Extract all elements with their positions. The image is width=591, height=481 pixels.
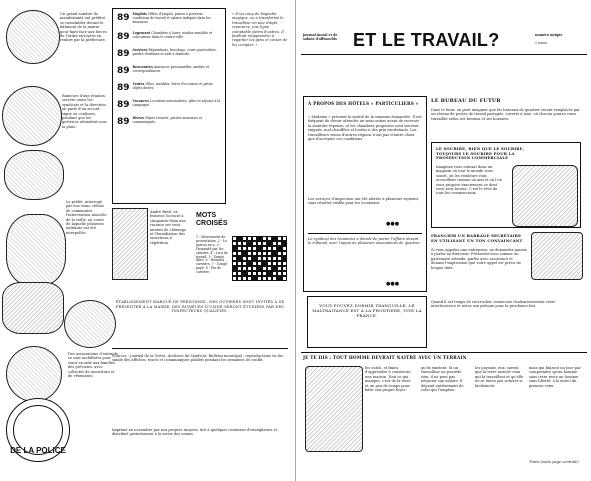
sidebar-quote bbox=[307, 296, 427, 348]
bottom-left-block bbox=[112, 300, 288, 314]
round-illustration-street bbox=[6, 214, 66, 286]
notice-body: Vélos, meubles, livres d'occasion et petits objets divers. bbox=[132, 81, 213, 90]
notice-head: Logement bbox=[132, 30, 151, 35]
crossword-grid bbox=[232, 236, 287, 281]
notice-number: 89 bbox=[117, 82, 130, 93]
notice-head: Divers bbox=[132, 115, 144, 120]
hotels-body-2: Les services d'inspection ont été alertés à plusieurs reprises, sans résultat visible pour les locataires. bbox=[308, 197, 420, 206]
crossword-clues: 1 - Mouvement de protestation. 2 - Le patron en a. 3 - Demandé par les salariés. 4 - Lieu de travail. 5 - Temps libre. 6 - Réunion ouvrière. 7 - Congé payé. 8 - Fin de carrière. bbox=[196, 235, 228, 275]
right-page bbox=[297, 0, 591, 481]
left-police-text: Le préfet, interrogé par nos soins, refuse de commenter l'intervention musclée de la veille, au cours de laquelle plusieurs militants ont été interpellés. bbox=[66, 200, 107, 235]
notice-item bbox=[117, 49, 221, 59]
bottom-article-rule bbox=[301, 352, 587, 353]
bureau-body: Dans le futur, on peut imaginer que les bureaux de quartier seront remplacés par un réseau de postes de travail partagés, ouverts à tous, où chacun pourra venir travailler selon ses besoins et ses horaires. bbox=[431, 108, 580, 121]
waitress-illustration bbox=[512, 165, 578, 227]
left-page bbox=[0, 0, 294, 481]
notice-item bbox=[117, 32, 221, 42]
left-intro-text: Un grand nombre de manifestants ont préféré se rassembler devant le bâtiment de la mairie, pour faire face aux forces de l'ordre envoyées en renfort par la préfecture. bbox=[60, 12, 107, 43]
sidebar-quote-text: VOUS POUVEZ DORMIR TRANQUILLE, LE MALTRAITANCE EST À LA FRONTIÈRE, VIVE LA FRANCE. bbox=[312, 303, 422, 319]
page-gutter bbox=[295, 0, 296, 481]
hotels-dots-2: ●●● bbox=[386, 281, 400, 287]
bottom-article-headline: JE TE DIS : TOUT HOMME DEVRAIT NAITRE AVEC UN TERRAIN bbox=[303, 355, 467, 360]
classifieds-list bbox=[117, 13, 221, 127]
notice-item bbox=[117, 13, 221, 25]
masthead-title: ET LE TRAVAIL? bbox=[353, 30, 500, 50]
notice-number: 89 bbox=[117, 13, 130, 23]
bottom-article-illustration bbox=[305, 366, 363, 452]
notice-body: Offres d'emploi, postes à pourvoir, conditions de travail et salaire indiqués dans les annonces. bbox=[132, 12, 211, 24]
bottom-article-col3: les paysans, eux, savent que la terre nourrit ceux qui la travaillent et qu'elle ne se laisse pas acheter si facilement. bbox=[475, 366, 524, 388]
notice-body: Locations saisonnières, gîtes et séjours à la campagne. bbox=[132, 98, 221, 107]
bottom-article-signature: Traits (suite page centrale) bbox=[529, 460, 579, 464]
notice-head: Rencontres bbox=[132, 64, 153, 69]
masthead-edition: numéro unique bbox=[535, 33, 563, 37]
notice-number: 89 bbox=[117, 65, 130, 76]
crossword-title: MOTS CROISÉS bbox=[196, 212, 228, 227]
hotels-aside: Le syndicat des locataires a décidé de porter l'affaire devant le tribunal, avec l'appui de plusieurs associations de quartier. bbox=[308, 237, 421, 246]
notice-body: Chambres à louer, studios meublés et colocations dans le centre-ville. bbox=[132, 30, 213, 39]
left-rumors-text: Rumeurs d'une réunion secrète entre les syndicats et la direction, on parle d'un accord signé en coulisses, pendant que les grévistes attendent sous la pluie. bbox=[62, 94, 107, 129]
barrage-footnote: Quand il est temps de raccrocher, remerciez chaleureusement votre interlocutrice et notez son prénom pour la prochaine fois. bbox=[431, 300, 556, 309]
sourire-body: Imaginez vous entrant dans un magasin où tout le monde vous sourit, où les vendeurs vous accueillent comme un ami et où l'on vous propose exactement ce dont vous avez besoin. C'est le rêve de tous les commerciaux. bbox=[436, 165, 502, 196]
masthead-strap: journal moral et de sabots d'affranchis bbox=[303, 33, 338, 41]
notice-number: 89 bbox=[117, 48, 130, 59]
sourire-box bbox=[431, 142, 581, 228]
barrage-title: FRANCHIR UN BARRAGE SECRÉTAIRE EN UTILISANT UN TON CONVAINCANT bbox=[431, 233, 523, 243]
bottom-article-col4: mais qui finiront un jour par comprendre qu'un homme sans terre reste un homme sans liberté, à la merci du premier venu. bbox=[529, 366, 581, 388]
notice-item bbox=[117, 117, 221, 127]
hotels-body: « Madame » prévient la moitié de la semaine demandée. Il est fréquent de devoir attendre un mois entier avant de recevoir la moindre réponse, et les chambres proposées sont souvent exiguës, mal chauffées et louées à des prix exorbitants. Les travailleurs venus d'autres régions n'ont pas d'autre choix que d'accepter ces conditions. bbox=[308, 115, 422, 142]
notice-body: Annonces personnelles, amitiés et correspondances. bbox=[132, 64, 210, 73]
round-illustration-lamp bbox=[6, 346, 62, 402]
barrage-body: Si vous appelez une entreprise, ne demandez jamais à parler au directeur. Présentez-vous comme un partenaire attendu, parlez avec assurance et donnez l'impression que votre appel est prévu de longue date. bbox=[431, 248, 527, 270]
round-illustration-factory bbox=[6, 10, 60, 64]
notice-item bbox=[117, 66, 221, 76]
bottom-left-title: ÉTABLISSEMENT MARQUÉ DE PERSONNEL, DES OUVRIERS SONT INVITÉS À SE PRÉSENTER À LA MAIRIE. DES RUMEURS D'USINE SERONT ÉTUDIÉES PAR DES INSPECTEURS QUALIFIÉS. bbox=[115, 300, 285, 314]
masthead-price: 2 euros bbox=[535, 41, 548, 45]
left-last-text: Des associations d'entraide se sont mobilisées pour venir en aide aux familles des grévistes, avec collectes de nourriture et de vêtements. bbox=[68, 352, 118, 379]
round-illustration-crowd bbox=[2, 86, 62, 146]
portrait-illustration bbox=[112, 208, 148, 280]
side-quote: « D'un coup de baguette magique, on a transformé le travailleur en une simple ressource, une ligne comptable parmi d'autres. Il faudrait réapprendre à regarder les gens et cesser de les compter. » bbox=[232, 12, 288, 47]
notice-number: 89 bbox=[117, 99, 130, 110]
notice-number: 89 bbox=[117, 31, 130, 42]
notice-body: Objets trouvés, petites annonces et communiqués. bbox=[132, 115, 202, 124]
stamp-label: DE LA POLICE bbox=[10, 446, 66, 455]
notice-head: Emplois bbox=[132, 12, 147, 16]
bottom-article-col2: qu'ils existent. Si un travailleur ne possède rien, il ne peut pas négocier son salaire, il dépend entièrement de celui qui l'emploie. bbox=[421, 366, 464, 393]
sourire-title: LE SOURIRE, RIEN QUE LE SOURIRE, TOUJOURS LE SOURIRE POUR LA PROSPECTION COMMERCIALE bbox=[436, 146, 525, 161]
bottom-left-footer: Imprimé en novembre par nos propres moyens, tiré à quelques centaines d'exemplaires et distribué gratuitement à la sortie des usines. bbox=[112, 428, 278, 437]
bottom-left-sources: Sources : Journal de la Grève, Archives du Syndicat, Bulletin municipal ; reproductions en fac-similé des affiches, tracts et communiqués publiés pendant les semaines de conflit. bbox=[112, 354, 285, 363]
masthead-rule bbox=[301, 54, 587, 55]
notice-head: Vacances bbox=[132, 98, 149, 103]
illustration-ship bbox=[2, 282, 64, 334]
hotels-title: À PROPOS DES HÔTELS « PARTICULIERS » bbox=[308, 101, 419, 106]
bureau-title: LE BUREAU DU FUTUR bbox=[431, 98, 501, 104]
andre-text: André Breil, ex-fraiseur, licencié à cinquante-deux ans, raconte ses trois années de chômage et l'humiliation des entretiens à répétition. bbox=[150, 210, 187, 245]
bottom-left-divider bbox=[112, 348, 288, 349]
hotels-dots: ●●● bbox=[386, 221, 400, 227]
hotels-divider bbox=[308, 233, 422, 234]
notice-head: Ventes bbox=[132, 81, 145, 86]
hotels-article bbox=[303, 96, 427, 292]
notice-body: Réparations, bricolage, cours particuliers, gardes d'enfants et aide à domicile. bbox=[132, 47, 217, 56]
notice-number: 89 bbox=[117, 116, 130, 127]
notice-item bbox=[117, 83, 221, 93]
round-illustration-march bbox=[64, 300, 116, 348]
round-illustration-worker bbox=[4, 150, 64, 200]
notice-item bbox=[117, 100, 221, 110]
classifieds-panel bbox=[112, 8, 226, 204]
notice-head: Services bbox=[132, 47, 148, 52]
bottom-article-col1: les outils, et finira d'apprendre à construire une maison. Tout ce qui manque, c'est de la terre et un peu de temps pour bâtir son propre foyer. bbox=[365, 366, 411, 393]
typist-illustration bbox=[531, 232, 583, 280]
